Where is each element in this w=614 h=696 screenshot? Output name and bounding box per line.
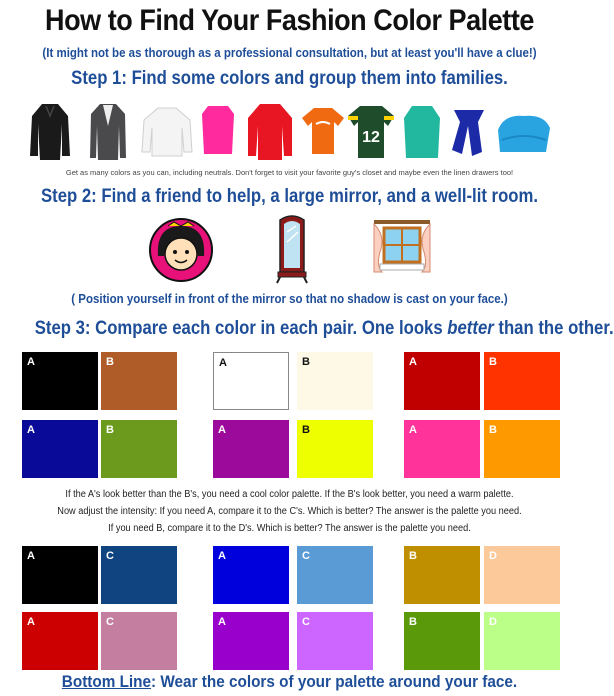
black-blouse-image <box>28 100 72 162</box>
bottom-line: Bottom Line: Wear the colors of your palette around your face. <box>61 672 518 691</box>
step1-note: Get as many colors as you can, including neutrals. Don't forget to visit your favorite guy's closet and maybe even the linen drawers too! <box>65 168 514 177</box>
instruction-line: Now adjust the intensity: If you need A, compare it to the C's. Which is better? The answer is the palette you need. <box>57 506 522 517</box>
color-swatch <box>22 546 98 604</box>
color-swatch <box>101 546 177 604</box>
pink-top-image <box>200 102 236 158</box>
color-swatch <box>22 612 98 670</box>
swatch-label: C <box>106 616 114 628</box>
color-swatch <box>404 546 480 604</box>
color-swatch <box>297 546 373 604</box>
swatch-label: A <box>218 424 226 436</box>
jersey-number: 12 <box>362 129 380 146</box>
color-swatch <box>404 420 480 478</box>
color-swatch <box>101 420 177 478</box>
swatch-label: B <box>106 424 114 436</box>
color-swatch <box>484 612 560 670</box>
color-swatch <box>213 352 289 410</box>
blue-towel-image <box>494 110 552 156</box>
color-swatch <box>484 420 560 478</box>
color-swatch <box>297 352 373 410</box>
page-title: How to Find Your Fashion Color Palette <box>45 4 534 37</box>
swatch-label: A <box>218 550 226 562</box>
friend-illustration <box>146 216 216 282</box>
swatch-label: C <box>106 550 114 562</box>
gray-blazer-image <box>88 100 128 162</box>
teal-top-image <box>402 102 442 160</box>
color-swatch <box>404 352 480 410</box>
swatch-label: A <box>409 424 417 436</box>
swatch-label: B <box>409 616 417 628</box>
color-swatch <box>22 352 98 410</box>
color-swatch <box>213 546 289 604</box>
color-swatch <box>22 420 98 478</box>
swatch-label: C <box>302 616 310 628</box>
step2-heading: Step 2: Find a friend to help, a large mirror, and a well-lit room. <box>40 186 539 207</box>
swatch-label: C <box>302 550 310 562</box>
instructions <box>23 486 556 537</box>
instruction-line: If the A's look better than the B's, you need a cool color palette. If the B's look better, you need a warm palette. <box>65 489 514 500</box>
swatch-label: A <box>27 424 35 436</box>
swatch-label: B <box>489 424 497 436</box>
step3-heading: Step 3: Compare each color in each pair. One looks better than the other. <box>34 318 614 339</box>
color-swatch <box>404 612 480 670</box>
color-swatch <box>484 352 560 410</box>
color-swatch <box>484 546 560 604</box>
swatch-label: A <box>218 616 226 628</box>
bottom-line-label: Bottom Line <box>61 672 152 691</box>
mirror-illustration <box>274 212 310 284</box>
swatch-label: B <box>302 356 310 368</box>
swatch-label: A <box>27 356 35 368</box>
color-swatch <box>101 612 177 670</box>
color-swatch <box>213 612 289 670</box>
swatch-label: A <box>27 616 35 628</box>
green-jersey-image <box>346 104 396 160</box>
swatch-label: B <box>106 356 114 368</box>
swatch-label: A <box>409 356 417 368</box>
color-swatch <box>101 352 177 410</box>
swatch-label: A <box>27 550 35 562</box>
blue-scarf-image <box>448 106 490 158</box>
swatch-label: D <box>489 616 497 628</box>
instruction-line: If you need B, compare it to the D's. Which is better? The answer is the palette you need. <box>108 523 471 534</box>
color-swatch <box>297 420 373 478</box>
swatch-label: B <box>489 356 497 368</box>
red-blouse-image <box>246 100 294 162</box>
step2-note: ( Position yourself in front of the mirror so that no shadow is cast on your face.) <box>71 292 508 306</box>
swatch-label: A <box>219 357 227 369</box>
orange-tshirt-image <box>300 106 346 156</box>
white-sweater-image <box>140 104 194 158</box>
color-swatch <box>213 420 289 478</box>
color-swatch <box>297 612 373 670</box>
subtitle: (It might not be as thorough as a professional consultation, but at least you'll have a clue!) <box>42 46 537 60</box>
emphasis-better: better <box>447 318 494 339</box>
swatch-label: B <box>409 550 417 562</box>
window-illustration <box>370 216 434 280</box>
swatch-label: B <box>302 424 310 436</box>
swatch-label: D <box>489 550 497 562</box>
step1-heading: Step 1: Find some colors and group them into families. <box>71 68 508 89</box>
